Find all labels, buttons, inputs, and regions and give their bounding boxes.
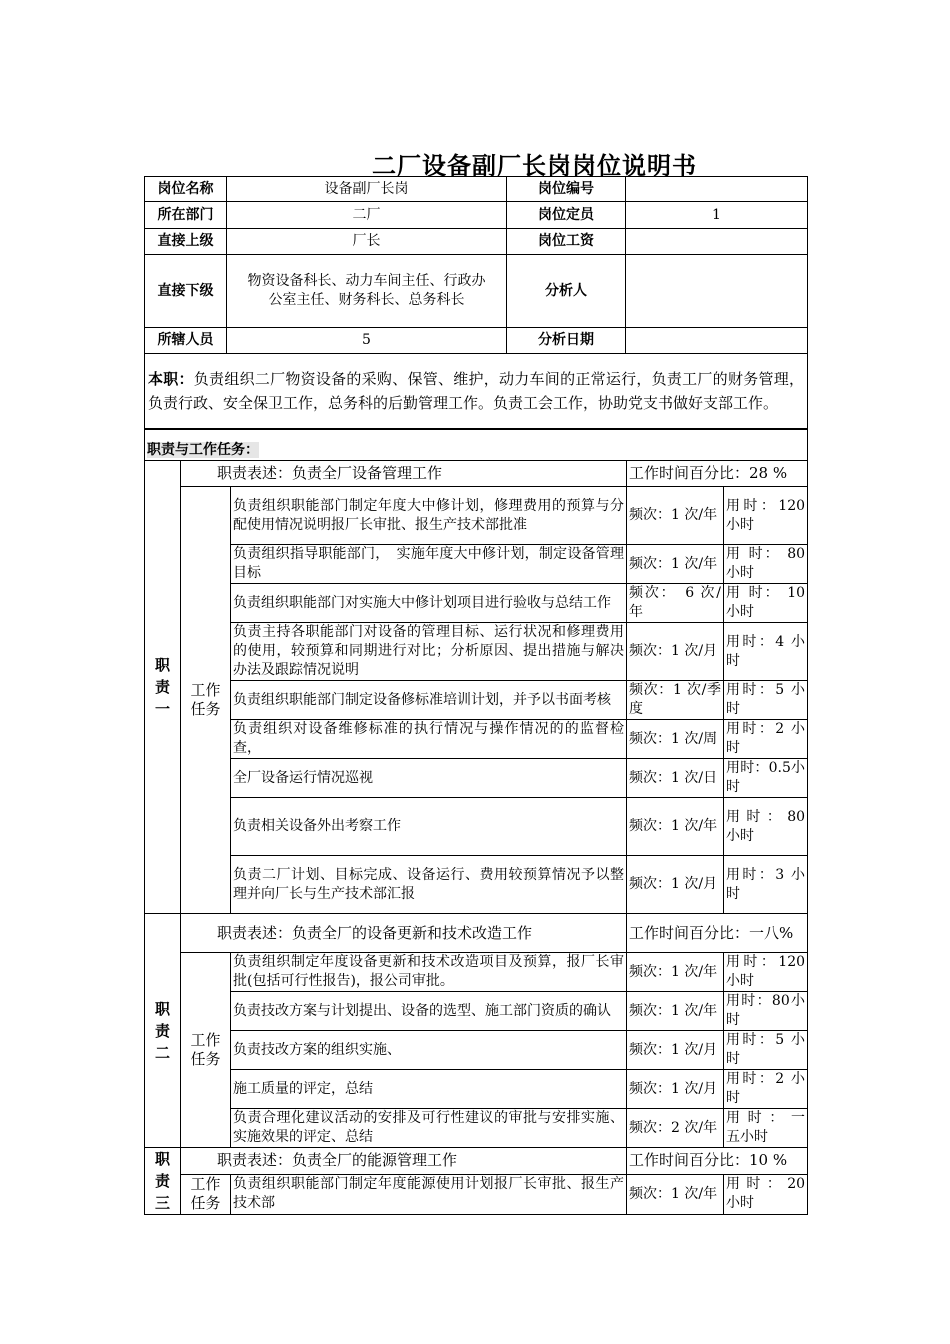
- task-frequency: 频次：1 次/年: [627, 992, 724, 1031]
- date-label: 分析日期: [507, 328, 626, 354]
- dept-value: 二厂: [227, 202, 507, 229]
- task-frequency: 频次：1 次/年: [627, 953, 724, 992]
- task-frequency: 频次：1 次/年: [627, 487, 724, 545]
- post-name-value: 设备副厂长岗: [227, 177, 507, 202]
- task-description: 负责二厂计划、目标完成、设备运行、费用较预算情况予以整理并向厂长与生产技术部汇报: [231, 856, 627, 914]
- task-duration: 用时：120小时: [724, 953, 808, 992]
- task-duration: 用时：2 小时: [724, 1070, 808, 1109]
- work-tasks-label: [181, 487, 231, 914]
- post-no-value: [626, 177, 808, 202]
- task-frequency: 频次：1 次/季度: [627, 681, 724, 720]
- task-description: 全厂设备运行情况巡视: [231, 759, 627, 798]
- work-time-percent: 工作时间百分比：一八%: [627, 914, 808, 953]
- members-label: 所辖人员: [145, 328, 227, 354]
- superior-label: 直接上级: [145, 229, 227, 255]
- task-duration: 用 时 ： 20小时: [724, 1174, 808, 1214]
- task-description: 负责组织制定年度设备更新和技术改造项目及预算，报厂长审批(包括可行性报告)，报公司审批。: [231, 953, 627, 992]
- task-duration: 用时：80小时: [724, 992, 808, 1031]
- work-tasks-label: [181, 1174, 231, 1214]
- superior-value: 厂长: [227, 229, 507, 255]
- task-description: 负责合理化建议活动的安排及可行性建议的审批与安排实施、实施效果的评定、总结: [231, 1109, 627, 1148]
- task-duration: 用 时 ： 80小时: [724, 798, 808, 856]
- duty-name-text: 职责一: [155, 656, 171, 718]
- work-tasks-label-text: 工作任务: [190, 681, 221, 718]
- task-duration: 用 时： 80小时: [724, 545, 808, 584]
- work-tasks-label-text: 工作任务: [190, 1031, 221, 1068]
- task-duration: 用时：5 小时: [724, 681, 808, 720]
- staff-value: 1: [626, 202, 808, 229]
- task-duration: 用时：5 小时: [724, 1031, 808, 1070]
- date-value: [626, 328, 808, 354]
- task-frequency: 频次：1 次/月: [627, 856, 724, 914]
- task-frequency: 频次：1 次/年: [627, 798, 724, 856]
- dept-label: 所在部门: [145, 202, 227, 229]
- work-time-percent: 工作时间百分比：28 %: [627, 461, 808, 487]
- task-description: 负责技改方案与计划提出、设备的选型、施工部门资质的确认: [231, 992, 627, 1031]
- post-name-label: 岗位名称: [145, 177, 227, 202]
- task-description: 负责相关设备外出考察工作: [231, 798, 627, 856]
- duties-body: [145, 461, 808, 1215]
- task-description: 负责主持各职能部门对设备的管理目标、运行状况和修理费用的使用，较预算和同期进行对比；分析原因、提出措施与解决办法及跟踪情况说明: [231, 623, 627, 681]
- task-description: 负责组织职能部门制定年度能源使用计划报厂长审批、报生产技术部: [231, 1174, 627, 1214]
- task-frequency: 频次：1 次/月: [627, 1031, 724, 1070]
- task-frequency: 频次：1 次/月: [627, 623, 724, 681]
- work-tasks-label: [181, 953, 231, 1148]
- post-no-label: 岗位编号: [507, 177, 626, 202]
- analyst-label: 分析人: [507, 255, 626, 328]
- task-description: 负责组织职能部门制定年度大中修计划，修理费用的预算与分配使用情况说明报厂长审批、报生产技术部批准: [231, 487, 627, 545]
- analyst-value: [626, 255, 808, 328]
- task-duration: 用 时 ： 一五小时: [724, 1109, 808, 1148]
- duties-table: [144, 429, 808, 1215]
- task-duration: 用时：2 小时: [724, 720, 808, 759]
- duty-statement: 职责表述：负责全厂的设备更新和技术改造工作: [181, 914, 627, 953]
- summary-text: 负责组织二厂物资设备的采购、保管、维护，动力车间的正常运行，负责工厂的财务管理，负责行政、安全保卫工作，总务科的后勤管理工作。负责工会工作，协助党支书做好支部工作。: [148, 370, 804, 412]
- task-description: 负责组织职能部门制定设备修标准培训计划，并予以书面考核: [231, 681, 627, 720]
- task-duration: 用时：120小时: [724, 487, 808, 545]
- task-duration: 用时：0.5小时: [724, 759, 808, 798]
- task-frequency: 频次：2 次/年: [627, 1109, 724, 1148]
- duties-header: [145, 430, 808, 461]
- job-summary: [145, 354, 808, 429]
- duty-statement: 职责表述：负责全厂的能源管理工作: [181, 1148, 627, 1175]
- salary-label: 岗位工资: [507, 229, 626, 255]
- subordinate-label: 直接下级: [145, 255, 227, 328]
- task-frequency: 频次： 6 次/年: [627, 584, 724, 623]
- task-description: 负责组织指导职能部门， 实施年度大中修计划，制定设备管理目标: [231, 545, 627, 584]
- duties-header-text: 职责与工作任务：: [147, 442, 259, 458]
- work-time-percent: 工作时间百分比：10 %: [627, 1148, 808, 1175]
- duty-name: [145, 461, 181, 914]
- page-title: 二厂设备副厂长岗岗位说明书: [372, 152, 697, 180]
- task-duration: 用时：4 小时: [724, 623, 808, 681]
- task-duration: 用时：3 小时: [724, 856, 808, 914]
- task-frequency: 频次：1 次/日: [627, 759, 724, 798]
- duty-name: [145, 1148, 181, 1215]
- task-description: 负责组织对设备维修标准的执行情况与操作情况的的监督检查，: [231, 720, 627, 759]
- task-description: 负责技改方案的组织实施、: [231, 1031, 627, 1070]
- task-description: 施工质量的评定，总结: [231, 1070, 627, 1109]
- task-frequency: 频次：1 次/年: [627, 545, 724, 584]
- subordinate-value: 物资设备科长、动力车间主任、行政办公室主任、财务科长、总务科长: [227, 255, 507, 328]
- basic-info-table: [144, 176, 808, 429]
- staff-label: 岗位定员: [507, 202, 626, 229]
- task-frequency: 频次：1 次/周: [627, 720, 724, 759]
- summary-label: 本职：: [148, 370, 194, 388]
- members-value: 5: [227, 328, 507, 354]
- duty-name-text: 职责三: [155, 1150, 171, 1212]
- duty-statement: 职责表述：负责全厂设备管理工作: [181, 461, 627, 487]
- task-frequency: 频次：1 次/年: [627, 1174, 724, 1214]
- task-frequency: 频次：1 次/月: [627, 1070, 724, 1109]
- duty-name-text: 职责二: [155, 999, 171, 1062]
- duty-name: [145, 914, 181, 1148]
- task-duration: 用 时： 10小时: [724, 584, 808, 623]
- task-description: 负责组织职能部门对实施大中修计划项目进行验收与总结工作: [231, 584, 627, 623]
- salary-value: [626, 229, 808, 255]
- work-tasks-label-text: 工作任务: [190, 1175, 221, 1213]
